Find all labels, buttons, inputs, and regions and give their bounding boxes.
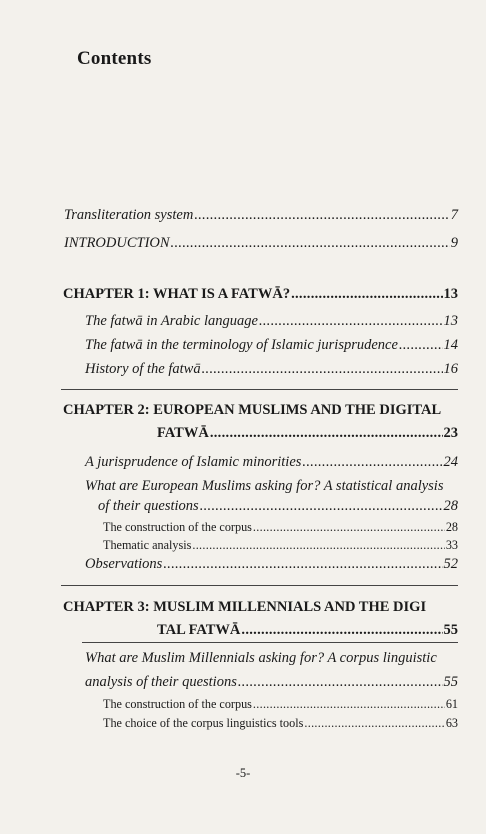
toc-entry-title: The choice of the corpus linguistics tools — [103, 716, 304, 730]
divider — [61, 585, 458, 586]
toc-entry-page: 14 — [443, 337, 458, 353]
toc-entry-title: The fatwā in Arabic language — [85, 313, 258, 329]
toc-entry-page: 28 — [443, 498, 458, 514]
toc-entry-title: analysis of their questions — [85, 674, 237, 690]
divider — [61, 389, 458, 390]
toc-entry-title: A jurisprudence of Islamic minorities — [85, 454, 302, 470]
toc-entry-title: The construction of the corpus — [103, 697, 252, 711]
chapter-3-title-line1[interactable]: CHAPTER 3: MUSLIM MILLENNIALS AND THE DIGI — [63, 599, 427, 615]
toc-entry-page: 16 — [443, 361, 458, 377]
toc-entry-page: 28 — [445, 520, 458, 534]
toc-section-arabic-language[interactable] — [85, 313, 458, 330]
toc-entry-page: 24 — [443, 454, 458, 470]
leader-dots — [238, 674, 443, 691]
toc-entry-title: History of the fatwā — [85, 361, 201, 377]
toc-entry-title: The fatwā in the terminology of Islamic jurisprudence — [85, 337, 398, 353]
toc-section-history[interactable] — [85, 361, 458, 378]
leader-dots — [253, 520, 445, 535]
leader-dots — [291, 286, 442, 303]
toc-entry-page: 55 — [443, 674, 458, 690]
leader-dots — [253, 697, 445, 712]
toc-subsection-corpus-construction[interactable] — [103, 697, 458, 712]
toc-subsection-corpus[interactable] — [103, 520, 458, 535]
toc-section-observations[interactable] — [85, 556, 458, 573]
toc-section-european[interactable] — [98, 498, 458, 515]
toc-entry-title: The construction of the corpus — [103, 520, 252, 534]
toc-entry-page: 61 — [445, 697, 458, 711]
toc-entry-title: of their questions — [98, 498, 199, 514]
toc-section-millennials[interactable] — [85, 674, 458, 691]
toc-entry-page: 63 — [445, 716, 458, 730]
leader-dots — [200, 498, 443, 515]
toc-entry-page: 13 — [443, 313, 458, 329]
chapter-2-title-line1[interactable]: CHAPTER 2: EUROPEAN MUSLIMS AND THE DIGITAL — [63, 402, 442, 418]
toc-entry-page: 33 — [445, 538, 458, 552]
toc-entry-title: Thematic analysis — [103, 538, 192, 552]
toc-entry-introduction[interactable] — [64, 235, 458, 252]
toc-entry-page: 52 — [443, 556, 458, 572]
toc-subsection-thematic[interactable] — [103, 538, 458, 553]
leader-dots — [304, 716, 444, 731]
page-number: -5- — [235, 766, 251, 780]
divider — [82, 642, 458, 643]
chapter-title: CHAPTER 1: WHAT IS A FATWĀ? — [63, 286, 291, 302]
leader-dots — [259, 313, 443, 330]
toc-chapter-3[interactable] — [157, 622, 458, 639]
toc-section-millennials-line1[interactable]: What are Muslim Millennials asking for? A corpus linguistic — [85, 650, 437, 666]
page-title: Contents — [77, 48, 152, 69]
leader-dots — [202, 361, 443, 378]
toc-subsection-corpus-tools[interactable] — [103, 716, 458, 731]
toc-chapter-2[interactable] — [157, 425, 458, 442]
toc-entry-title: Transliteration system — [64, 207, 194, 223]
chapter-title: TAL FATWĀ — [157, 622, 241, 638]
toc-chapter-1[interactable] — [63, 286, 458, 303]
leader-dots — [210, 425, 443, 442]
toc-entry-page: 9 — [450, 235, 458, 251]
toc-section-minorities[interactable] — [85, 454, 458, 471]
toc-entry-page: 7 — [450, 207, 458, 223]
toc-entry-title: Observations — [85, 556, 163, 572]
chapter-page: 13 — [443, 286, 458, 302]
leader-dots — [241, 622, 442, 639]
toc-section-european-line1[interactable]: What are European Muslims asking for? A statistical analysis — [85, 478, 444, 494]
leader-dots — [194, 207, 449, 224]
toc-entry-transliteration[interactable] — [64, 207, 458, 224]
leader-dots — [163, 556, 442, 573]
leader-dots — [399, 337, 443, 354]
chapter-page: 23 — [443, 425, 458, 441]
leader-dots — [171, 235, 450, 252]
leader-dots — [192, 538, 444, 553]
toc-section-terminology[interactable] — [85, 337, 458, 354]
leader-dots — [302, 454, 442, 471]
toc-entry-title: INTRODUCTION — [64, 235, 170, 251]
chapter-page: 55 — [443, 622, 458, 638]
chapter-title: FATWĀ — [157, 425, 209, 441]
